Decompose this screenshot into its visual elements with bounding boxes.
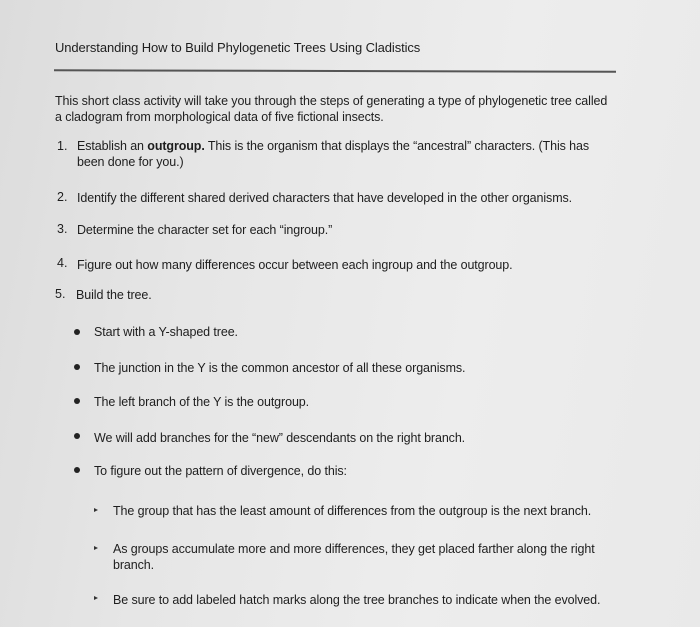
title-divider — [54, 69, 616, 72]
bullet-5-marker — [74, 467, 80, 473]
bullet-3-marker — [74, 398, 80, 404]
step-1-bold-term: outgroup. — [147, 139, 205, 153]
sub-bullet-3-arrow-icon — [94, 596, 98, 600]
bullet-2-text: The junction in the Y is the common ancestor of all these organisms. — [94, 361, 466, 375]
bullet-5-text: To figure out the pattern of divergence, do this: — [94, 464, 347, 478]
document-title: Understanding How to Build Phylogenetic Trees Using Cladistics — [55, 40, 421, 55]
bullet-2-marker — [74, 364, 80, 370]
bullet-1-marker — [74, 329, 80, 335]
bullet-4-text: We will add branches for the “new” descendants on the right branch. — [94, 431, 466, 445]
sub-bullet-3-text: Be sure to add labeled hatch marks along the tree branches to indicate when the evolved. — [113, 593, 601, 607]
bullet-4-marker — [74, 433, 80, 439]
step-number-2: 2. — [57, 190, 68, 204]
step-4-text: Figure out how many differences occur between each ingroup and the outgroup. — [77, 258, 513, 272]
step-2-text: Identify the different shared derived characters that have developed in the other organisms. — [77, 191, 573, 205]
step-5-text: Build the tree. — [76, 288, 152, 302]
bullet-3-text: The left branch of the Y is the outgroup. — [94, 395, 310, 409]
step-1-text-before: Establish an — [77, 139, 148, 153]
sub-bullet-2-text: As groups accumulate more and more differences, they get placed farther along the right branch. — [113, 542, 595, 572]
step-number-4: 4. — [57, 256, 68, 270]
intro-paragraph: This short class activity will take you through the steps of generating a type of phylogenetic tree called a cladogram from morphological data of five fictional insects. — [55, 94, 608, 124]
sub-bullet-1-text: The group that has the least amount of differences from the outgroup is the next branch. — [113, 504, 592, 518]
step-1-text-after: This is the organism that displays the “ancestral” characters. (This has been done for you.) — [77, 139, 589, 169]
sub-bullet-1-arrow-icon — [94, 508, 98, 512]
step-number-3: 3. — [57, 222, 68, 236]
step-3-text: Determine the character set for each “ingroup.” — [77, 223, 333, 237]
bullet-1-text: Start with a Y-shaped tree. — [94, 325, 238, 339]
step-number-1: 1. — [57, 139, 68, 153]
sub-bullet-2-arrow-icon — [94, 546, 98, 550]
step-1-text — [77, 138, 617, 170]
step-number-5: 5. — [55, 287, 66, 301]
